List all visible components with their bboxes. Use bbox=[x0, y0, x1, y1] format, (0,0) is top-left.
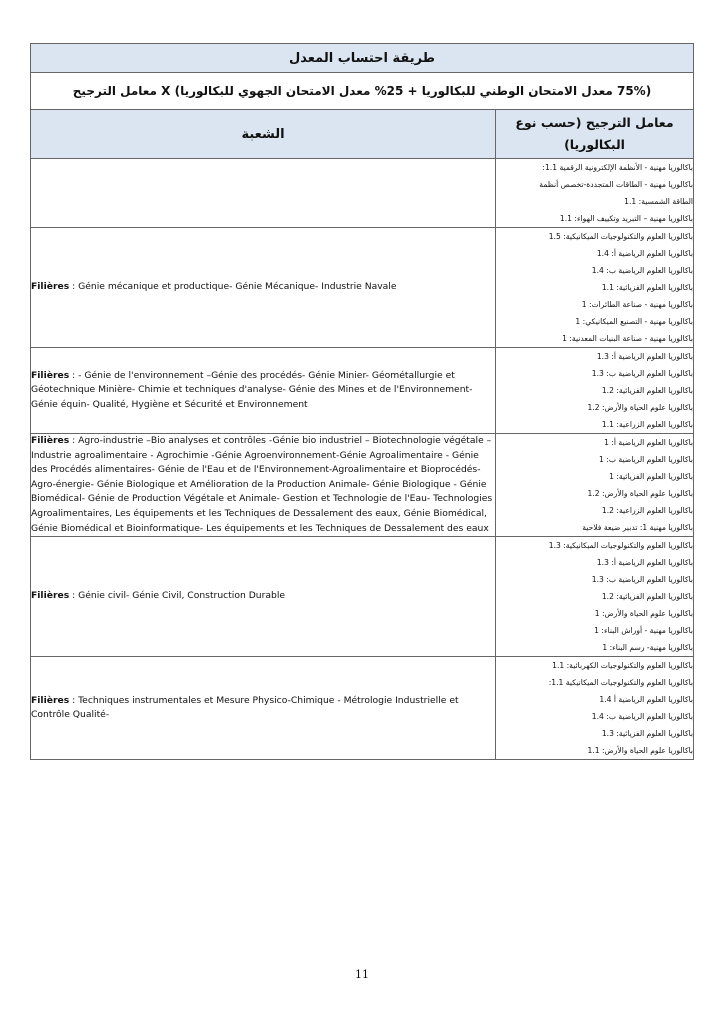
coefficient-line: باكالوريا العلوم والتكنولوجيات الميكانيكية: 1.5 bbox=[548, 232, 693, 241]
table-row bbox=[31, 657, 694, 760]
coefficient-line: باكالوريا مهنية - الطاقات المتجددة-تخصص أنظمة bbox=[539, 180, 693, 189]
coefficient-cell bbox=[496, 159, 694, 228]
coefficient-line: باكالوريا العلوم الفزيائية: 1.1 bbox=[601, 283, 693, 292]
coefficient-line: باكالوريا مهنية - صناعة البنيات المعدنية: 1 bbox=[562, 334, 693, 343]
coefficient-line: باكالوريا العلوم الرياضية ب: 1 bbox=[599, 455, 693, 465]
coefficient-line: باكالوريا العلوم الزراعية: 1.2 bbox=[601, 506, 693, 516]
coefficient-line: باكالوريا علوم الحياة والأرض: 1.1 bbox=[587, 746, 693, 756]
coefficient-cell bbox=[496, 228, 694, 348]
coefficient-line: باكالوريا العلوم والتكنولوجيات الكهربائية: 1.1 bbox=[552, 661, 693, 671]
coefficient-line: باكالوريا علوم الحياة والأرض: 1.2 bbox=[587, 403, 693, 412]
filieres-label: Filières bbox=[31, 694, 70, 706]
coefficient-line: باكالوريا العلوم الفزيائية: 1.2 bbox=[601, 386, 693, 395]
coefficient-cell bbox=[496, 348, 694, 434]
coefficient-line: باكالوريا العلوم الرياضية ب: 1.3 bbox=[591, 369, 693, 378]
filieres-label: Filières bbox=[31, 590, 70, 602]
filieres-label: Filières bbox=[31, 435, 70, 446]
filiere-cell bbox=[31, 159, 496, 228]
coefficient-cell bbox=[496, 434, 694, 537]
coefficient-line: باكالوريا مهنية - صناعة الطائرات: 1 bbox=[581, 300, 693, 309]
filiere-cell: Filières : Génie mécanique et productique- Génie Mécanique- Industrie Navale bbox=[31, 228, 496, 348]
header-row bbox=[31, 110, 694, 159]
coefficient-line: باكالوريا العلوم الرياضية ب: 1.4 bbox=[591, 266, 693, 275]
table-row bbox=[31, 537, 694, 657]
filiere-cell: Filières : Techniques instrumentales et Mesure Physico-Chimique - Métrologie Industrielle et Contrôle Qualité- bbox=[31, 657, 496, 760]
coefficient-line: باكالوريا مهنية- رسم البناء: 1 bbox=[602, 643, 693, 653]
table-row bbox=[31, 159, 694, 228]
coefficient-line: باكالوريا العلوم الرياضية أ: 1.3 bbox=[596, 558, 693, 568]
coefficient-cell bbox=[496, 657, 694, 760]
table-title: طريقة احتساب المعدل bbox=[31, 44, 694, 73]
coefficient-line: باكالوريا العلوم والتكنولوجيات الميكانيكية: 1.3 bbox=[548, 541, 693, 551]
coefficient-line: باكالوريا مهنية 1: تدبير ضيعة فلاحية bbox=[582, 523, 693, 533]
page-number: 11 bbox=[355, 968, 369, 981]
coefficient-line: باكالوريا علوم الحياة والأرض: 1 bbox=[594, 609, 693, 619]
filiere-cell: Filières : - Génie de l'environnement –Génie des procédés- Génie Minier- Géométallurgie et Géotechnique Minière- Chimie et techniques d'analyse- Génie des Mines et de l'Environnement- Génie équin- Qualité, Hygiène et Sécurité et Environnement bbox=[31, 348, 496, 434]
filiere-list: Techniques instrumentales et Mesure Physico-Chimique - Métrologie Industrielle et Contrôle Qualité- bbox=[31, 694, 459, 721]
title-row bbox=[31, 44, 694, 73]
filiere-list: Génie mécanique et productique- Génie Mécanique- Industrie Navale bbox=[78, 281, 397, 293]
table-row bbox=[31, 228, 694, 348]
table-row bbox=[31, 348, 694, 434]
coefficient-line: باكالوريا علوم الحياة والأرض: 1.2 bbox=[587, 489, 693, 499]
coefficient-line: الطاقة الشمسية: 1.1 bbox=[624, 197, 693, 206]
filieres-label: Filières bbox=[31, 369, 70, 381]
table-row bbox=[31, 434, 694, 537]
coefficient-line: باكالوريا مهنية - أوراش البناء: 1 bbox=[594, 626, 693, 636]
coefficient-cell bbox=[496, 537, 694, 657]
filiere-cell: Filières : Agro-industrie –Bio analyses et contrôles -Génie bio industriel – Biotechnologie végétale – Industrie agroalimentaire - Agrochimie -Génie Agroenvironnement-Génie Agroalimentaire - Génie des Procédés alimentaires- Génie de l'Eau et de l'Environnement-Agroalimentaire et Bioprocédés- Agro-énergie- Génie Biologique et Amélioration de la Production Animale- Génie Biologique - Génie Biomédical- Génie de Production Végétale et Animale- Gestion et Technologie de l'Eau- Technologies Agroalimentaires, Les équipements et les Techniques de Dessalement des eaux, Génie Biomédical, Génie Biomédical et Bioinformatique- Les équipements et les Techniques de Dessalement des eaux bbox=[31, 434, 496, 537]
coefficient-line: باكالوريا العلوم الرياضية ب: 1.3 bbox=[591, 575, 693, 585]
coefficient-line: باكالوريا العلوم الفزيائية: 1.2 bbox=[601, 592, 693, 602]
coefficient-line: باكالوريا مهنية - الأنظمة الإلكترونية الرقمية 1.1: bbox=[542, 163, 693, 172]
coefficient-line: باكالوريا العلوم الرياضية ب: 1.4 bbox=[591, 712, 693, 722]
averaging-method-table bbox=[30, 43, 694, 760]
filiere-list: - Génie de l'environnement –Génie des procédés- Génie Minier- Géométallurgie et Géotechnique Minière- Chimie et techniques d'analyse- Génie des Mines et de l'Environnement- Génie équin- Qualité, Hygiène et Sécurité et Environnement bbox=[31, 369, 473, 410]
header-coefficient: معامل الترجيح (حسب نوع البكالوريا) bbox=[496, 110, 694, 159]
formula-row bbox=[31, 73, 694, 110]
average-formula: (75% معدل الامتحان الوطني للبكالوريا + 25% معدل الامتحان الجهوي للبكالوريا) X معامل الترجيح bbox=[31, 73, 694, 110]
coefficient-line: باكالوريا العلوم والتكنولوجيات الميكانيكية 1.1: bbox=[548, 678, 693, 688]
coefficient-line: باكالوريا العلوم الفزيائية: 1.3 bbox=[601, 729, 693, 739]
coefficient-line: باكالوريا العلوم الرياضية أ: 1.4 bbox=[596, 249, 693, 258]
coefficient-line: باكالوريا العلوم الرياضية أ: 1 bbox=[604, 438, 693, 448]
coefficient-line: باكالوريا العلوم الفزيائية: 1 bbox=[609, 472, 693, 482]
coefficient-line: باكالوريا العلوم الرياضية أ 1.4 bbox=[599, 695, 693, 705]
coefficient-line: باكالوريا العلوم الرياضية أ: 1.3 bbox=[596, 352, 693, 361]
filiere-cell: Filières : Génie civil- Génie Civil, Construction Durable bbox=[31, 537, 496, 657]
filieres-label: Filières bbox=[31, 281, 70, 293]
filiere-list: Agro-industrie –Bio analyses et contrôles -Génie bio industriel – Biotechnologie végétale – Industrie agroalimentaire - Agrochimie -Génie Agroenvironnement-Génie Agroalimentaire - Génie des Procédés alimentaires- Génie de l'Eau et de l'Environnement-Agroalimentaire et Bioprocédés- Agro-énergie- Génie Biologique et Amélioration de la Production Animale- Génie Biologique - Génie Biomédical- Génie de Production Végétale et Animale- Gestion et Technologie de l'Eau- Technologies Agroalimentaires, Les équipements et les Techniques de Dessalement des eaux, Génie Biomédical, Génie Biomédical et Bioinformatique- Les équipements et les Techniques de Dessalement des eaux bbox=[31, 435, 493, 534]
header-filiere: الشعبة bbox=[31, 110, 496, 159]
filiere-list: Génie civil- Génie Civil, Construction Durable bbox=[78, 590, 286, 602]
coefficient-line: باكالوريا مهنية – التبريد وتكييف الهواء: 1.1 bbox=[559, 214, 693, 223]
coefficient-line: باكالوريا العلوم الزراعية: 1.1 bbox=[601, 420, 693, 429]
coefficient-line: باكالوريا مهنية - التصنيع الميكانيكي: 1 bbox=[575, 317, 693, 326]
